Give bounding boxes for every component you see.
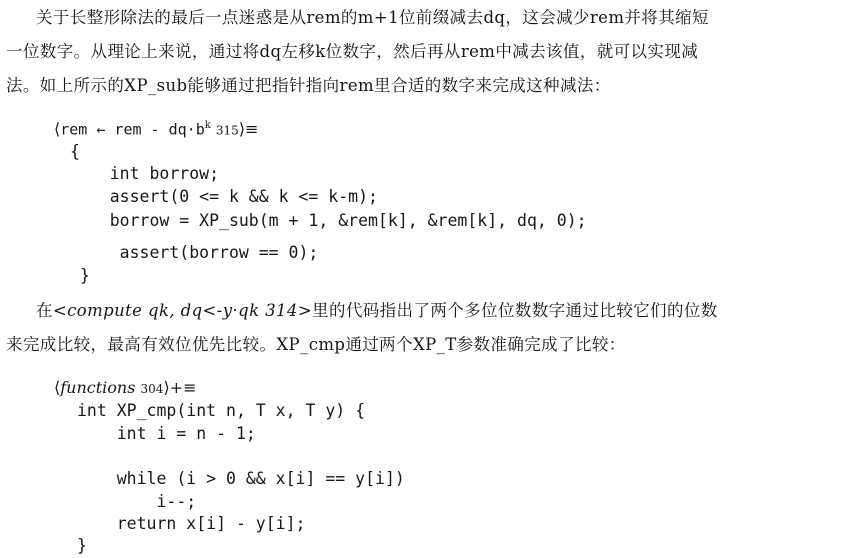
code-line: int XP_cmp(int n, T x, T y) {: [77, 401, 366, 420]
code-line: borrow = XP_sub(m + 1, &rem[k], &rem[k], dq, 0);: [70, 211, 587, 230]
code-line: {: [70, 142, 80, 161]
code-chunk-heading: [54, 378, 197, 399]
chunk-number: 304: [140, 382, 164, 396]
chunk-number: 315: [215, 123, 239, 138]
code-line: assert(0 <= k && k <= k-m);: [70, 187, 378, 206]
code-line: return x[i] - y[i];: [77, 514, 306, 533]
code-chunk-heading: [54, 116, 258, 140]
chunk-title: rem ← rem - dq·b: [60, 120, 205, 139]
code-line: i--;: [77, 492, 197, 511]
chunk-title-superscript: k: [204, 120, 211, 131]
code-line: }: [77, 536, 87, 555]
chunk-close-bracket: ⟩≡: [238, 119, 259, 139]
paragraph-text: 里的代码指出了两个多位位数数字通过比较它们的位数: [312, 301, 718, 320]
paragraph-line: 来完成比较，最高有效位优先比较。XP_cmp通过两个XP_T参数准确完成了比较：: [6, 335, 626, 354]
chunk-open-bracket: ⟨: [54, 119, 61, 139]
paragraph-prefix: 在: [36, 301, 53, 320]
code-line: assert(borrow == 0);: [70, 243, 319, 262]
chunk-close-bracket: ⟩+≡: [163, 378, 197, 397]
paragraph-line: 法。如上所示的XP_sub能够通过把指针指向rem里合适的数字来完成这种减法：: [6, 76, 611, 95]
paragraph-line: 一位数字。从理论上来说，通过将dq左移k位数字，然后再从rem中减去该值，就可以实现减: [6, 42, 699, 61]
chunk-reference: <compute qk, dq<-y·qk 314>: [52, 301, 313, 320]
code-line: int i = n - 1;: [77, 424, 256, 443]
code-line: }: [70, 266, 90, 285]
paragraph-line: [36, 297, 718, 325]
code-line: int borrow;: [70, 164, 220, 183]
chunk-title: functions: [60, 378, 136, 397]
code-line: while (i > 0 && x[i] == y[i]): [77, 469, 405, 488]
paragraph-line: 关于长整形除法的最后一点迷惑是从rem的m+1位前缀减去dq，这会减少rem并将其缩短: [36, 8, 709, 27]
chunk-open-bracket: ⟨: [54, 378, 61, 397]
